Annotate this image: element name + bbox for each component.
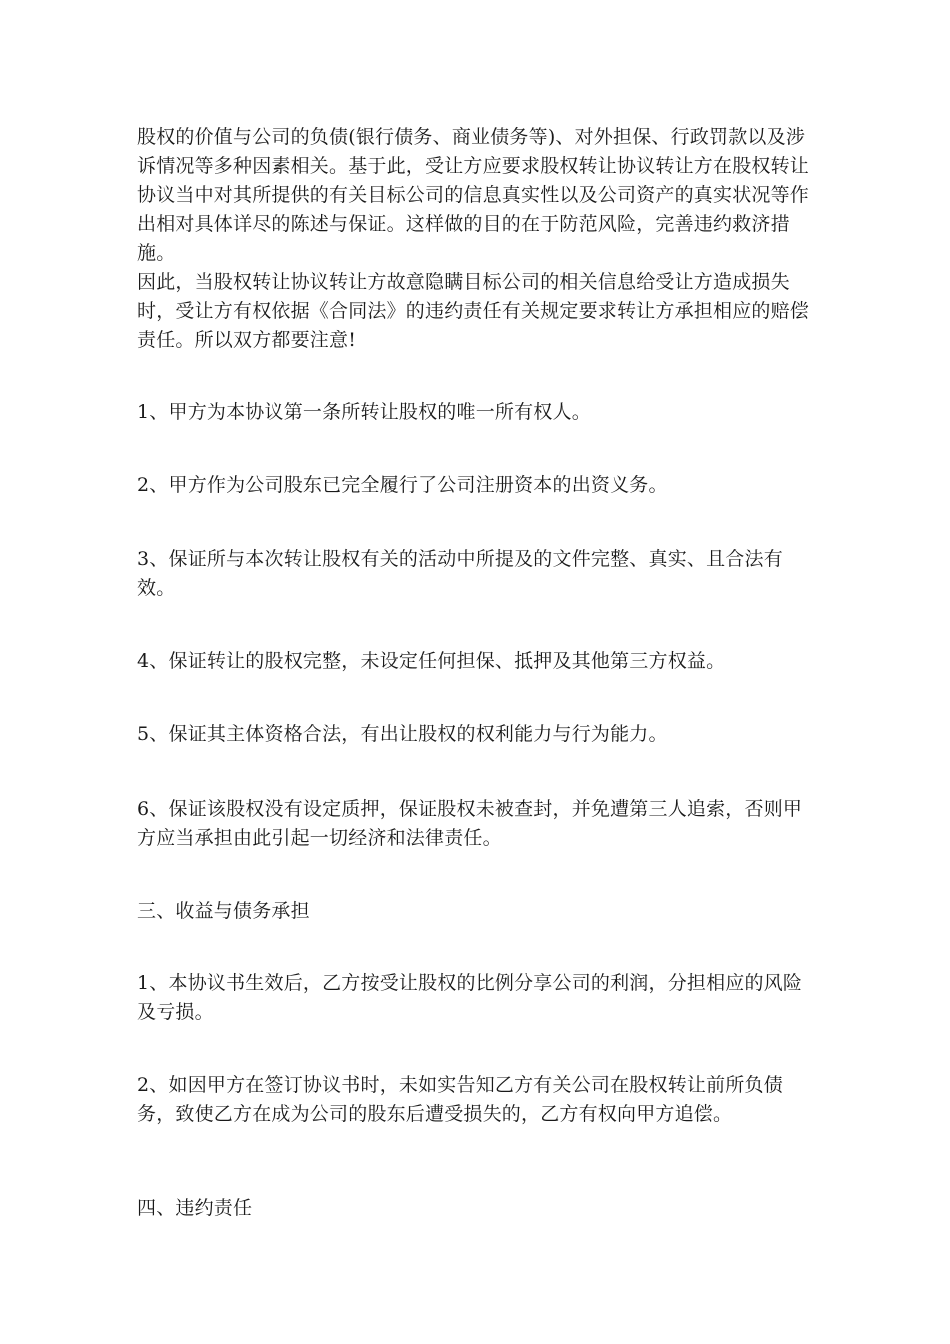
section-heading-breach-liability: 四、违约责任 xyxy=(137,1197,253,1219)
paragraph-concealment-liability: 因此，当股权转让协议转让方故意隐瞒目标公司的相关信息给受让方造成损失时，受让方有权依据《合同法》的违约责任有关规定要求转让方承担相应的赔偿责任。所以双方都要注意! xyxy=(137,271,810,351)
section-heading-profit-debt: 三、收益与债务承担 xyxy=(137,900,310,922)
clause-no-pledge: 6、保证该股权没有设定质押，保证股权未被查封，并免遭第三人追索，否则甲方应当承担由此引起一切经济和法律责任。 xyxy=(137,798,803,849)
paragraph-equity-value: 股权的价值与公司的负债(银行债务、商业债务等)、对外担保、行政罚款以及涉诉情况等多种因素相关。基于此，受让方应要求股权转让协议转让方在股权转让协议当中对其所提供的有关目标公司的信息真实性以及公司资产的真实状况等作出相对具体详尽的陈述与保证。这样做的目的在于防范风险，完善违约救济措施。 xyxy=(137,126,810,264)
clause-legal-capacity: 5、保证其主体资格合法，有出让股权的权利能力与行为能力。 xyxy=(137,723,668,745)
clause-sole-owner: 1、甲方为本协议第一条所转让股权的唯一所有权人。 xyxy=(137,401,591,423)
clause-debt-recourse: 2、如因甲方在签订协议书时，未如实告知乙方有关公司在股权转让前所负债务，致使乙方在成为公司的股东后遭受损失的，乙方有权向甲方追偿。 xyxy=(137,1074,783,1125)
clause-equity-unencumbered: 4、保证转让的股权完整，未设定任何担保、抵押及其他第三方权益。 xyxy=(137,650,726,672)
clause-documents-valid: 3、保证所与本次转让股权有关的活动中所提及的文件完整、真实、且合法有效。 xyxy=(137,548,783,599)
clause-profit-sharing: 1、本协议书生效后，乙方按受让股权的比例分享公司的利润，分担相应的风险及亏损。 xyxy=(137,972,803,1023)
clause-capital-contribution: 2、甲方作为公司股东已完全履行了公司注册资本的出资义务。 xyxy=(137,474,668,496)
